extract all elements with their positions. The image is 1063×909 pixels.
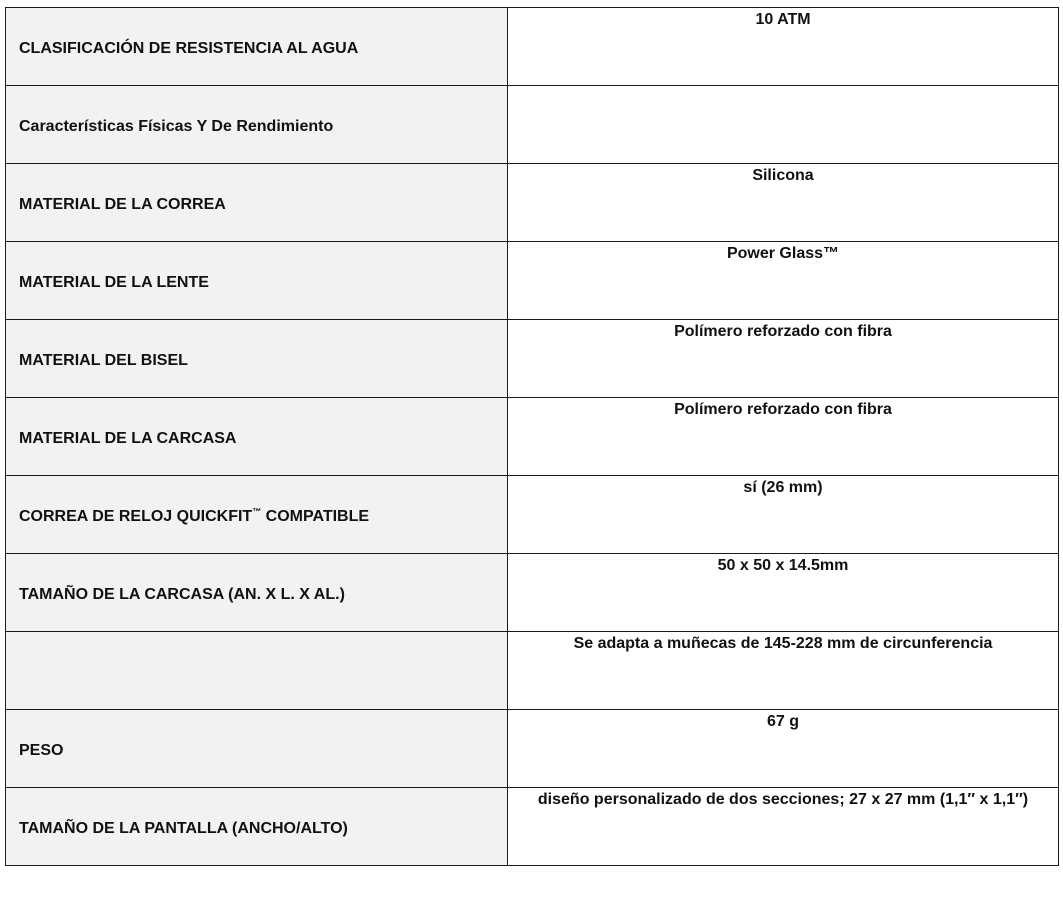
spec-label-cell (6, 476, 508, 554)
spec-value: 10 ATM (755, 11, 811, 28)
spec-value-cell (508, 8, 1059, 86)
spec-value-cell (508, 320, 1059, 398)
spec-value: Polímero reforzado con fibra (674, 401, 892, 418)
spec-label-suffix: COMPATIBLE (261, 507, 370, 525)
spec-label-cell (6, 86, 508, 164)
table-row (6, 164, 1059, 242)
spec-value: Power Glass™ (726, 245, 840, 262)
spec-label (6, 669, 507, 673)
spec-label-cell (6, 164, 508, 242)
table-row (6, 320, 1059, 398)
spec-value (508, 86, 1058, 89)
spec-value-cell (508, 710, 1059, 788)
table-row (6, 788, 1059, 866)
spec-value-cell (508, 242, 1059, 320)
table-row (6, 554, 1059, 632)
spec-value: Polímero reforzado con fibra (674, 323, 892, 340)
spec-value: diseño personalizado de dos secciones; 27 x 27 mm (1,1″ x 1,1″) (537, 791, 1029, 808)
table-row (6, 710, 1059, 788)
spec-value-cell (508, 86, 1059, 164)
spec-label-main: CORREA DE RELOJ QUICKFIT (19, 507, 253, 525)
spec-label: MATERIAL DE LA CORREA (19, 195, 226, 213)
trademark-symbol: ™ (252, 506, 262, 517)
spec-label: CLASIFICACIÓN DE RESISTENCIA AL AGUA (19, 39, 359, 57)
table-row (6, 398, 1059, 476)
spec-label-cell (6, 398, 508, 476)
table-row (6, 86, 1059, 164)
table-row (6, 8, 1059, 86)
spec-label-cell (6, 710, 508, 788)
spec-value: 50 x 50 x 14.5mm (717, 557, 849, 574)
spec-label: MATERIAL DEL BISEL (19, 351, 188, 369)
spec-value-cell (508, 398, 1059, 476)
spec-value-cell (508, 632, 1059, 710)
spec-label: MATERIAL DE LA LENTE (19, 273, 209, 291)
spec-value: 67 g (766, 713, 799, 730)
spec-value: sí (26 mm) (743, 479, 823, 496)
spec-value-cell (508, 554, 1059, 632)
spec-label-cell (6, 320, 508, 398)
table-row (6, 242, 1059, 320)
spec-label: TAMAÑO DE LA CARCASA (AN. X L. X AL.) (19, 585, 345, 603)
spec-value: Silicona (752, 167, 814, 184)
spec-label: PESO (19, 741, 64, 759)
spec-label-cell (6, 242, 508, 320)
spec-label-cell (6, 554, 508, 632)
spec-value-cell (508, 164, 1059, 242)
spec-label (6, 504, 507, 526)
spec-value-cell (508, 476, 1059, 554)
table-row (6, 476, 1059, 554)
spec-value: Se adapta a muñecas de 145-228 mm de circunferencia (573, 635, 993, 652)
spec-label: TAMAÑO DE LA PANTALLA (ANCHO/ALTO) (19, 819, 348, 837)
spec-value-cell (508, 788, 1059, 866)
spec-label: Características Físicas Y De Rendimiento (19, 117, 334, 135)
spec-table (5, 7, 1059, 866)
spec-label-cell (6, 788, 508, 866)
spec-label: MATERIAL DE LA CARCASA (19, 429, 237, 447)
table-row (6, 632, 1059, 710)
spec-label-cell (6, 8, 508, 86)
spec-label-cell (6, 632, 508, 710)
